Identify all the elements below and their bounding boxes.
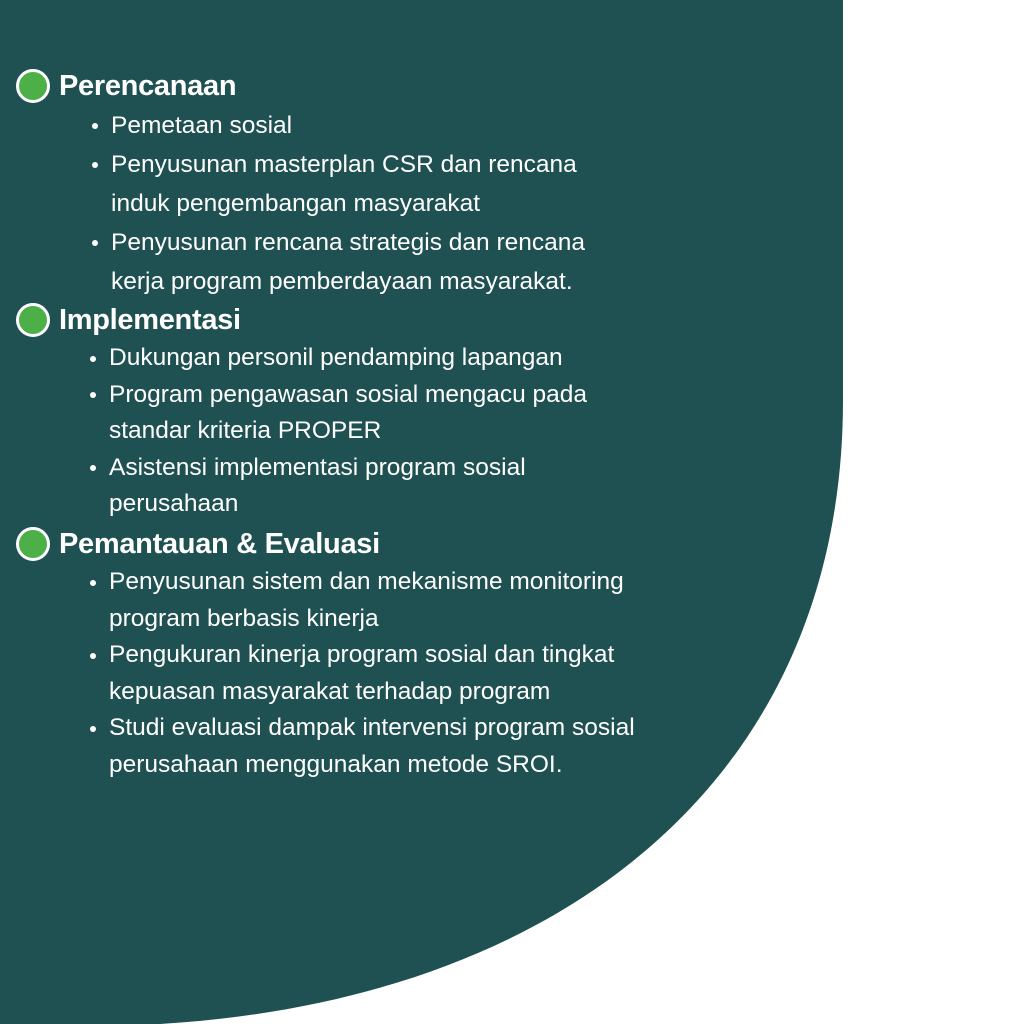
list-item [16, 145, 585, 223]
list-item [16, 340, 587, 377]
item-text: Pengukuran kinerja program sosial dan tingkat [109, 641, 615, 668]
item-text-continued: kepuasan masyarakat terhadap program [109, 677, 551, 705]
item-text: Dukungan personil pendamping lapangan [109, 344, 563, 371]
item-text: Program pengawasan sosial mengacu pada [109, 380, 588, 408]
list-item [16, 637, 635, 710]
bullet-dot-icon [90, 356, 96, 362]
section-header [16, 66, 585, 106]
bullet-dot-icon [90, 653, 96, 659]
bullet-list [16, 106, 585, 301]
section-pemantauan-evaluasi [16, 524, 635, 783]
item-text: Asistensi implementasi program sosial [109, 453, 526, 481]
item-text: Penyusunan rencana strategis dan rencana [111, 229, 585, 256]
item-text-continued: standar kriteria PROPER [109, 417, 382, 444]
section-title: Perencanaan [59, 69, 237, 102]
item-text: Penyusunan masterplan CSR dan rencana [111, 151, 577, 178]
green-circle-icon [16, 69, 50, 103]
bullet-dot-icon [90, 580, 96, 586]
bullet-dot-icon [90, 726, 96, 732]
list-item [16, 564, 635, 637]
list-item [16, 223, 585, 301]
bullet-dot-icon [92, 162, 98, 168]
section-title: Pemantauan & Evaluasi [59, 527, 380, 560]
section-title: Implementasi [59, 303, 241, 336]
section-implementasi [16, 300, 587, 523]
item-text-continued: kerja program pemberdayaan masyarakat. [111, 268, 573, 295]
section-perencanaan [16, 66, 585, 301]
bullet-dot-icon [92, 240, 98, 246]
item-text-continued: program berbasis kinerja [109, 604, 379, 632]
bullet-list [16, 564, 635, 783]
bullet-dot-icon [92, 123, 98, 129]
list-item [16, 710, 635, 783]
item-text: Pemetaan sosial [111, 112, 293, 139]
item-text: Studi evaluasi dampak intervensi program sosial [109, 714, 635, 741]
item-text: Penyusunan sistem dan mekanisme monitoring [109, 568, 624, 595]
bullet-dot-icon [90, 465, 96, 471]
list-item [16, 377, 587, 450]
section-header [16, 300, 587, 340]
item-text-continued: perusahaan [109, 490, 239, 517]
bullet-dot-icon [90, 392, 96, 398]
list-item [16, 106, 585, 145]
section-header [16, 524, 635, 564]
item-text-continued: perusahaan menggunakan metode SROI. [109, 750, 563, 778]
list-item [16, 450, 587, 523]
bullet-list [16, 340, 587, 523]
green-circle-icon [16, 303, 50, 337]
item-text-continued: induk pengembangan masyarakat [111, 190, 481, 217]
green-circle-icon [16, 527, 50, 561]
